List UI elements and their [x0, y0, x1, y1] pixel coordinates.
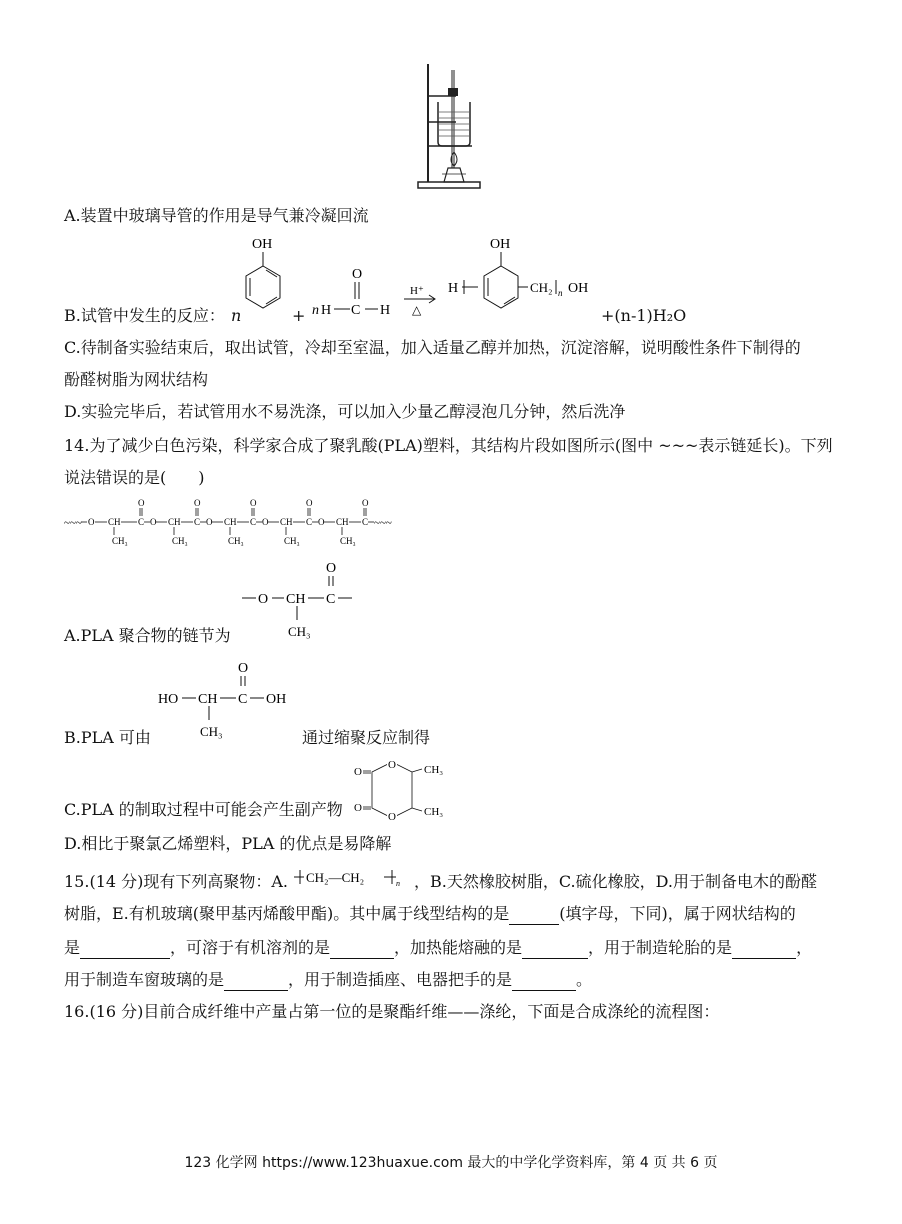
q15-line1-b: ，B.天然橡胶树脂，C.硫化橡胶，D.用于制备电木的酚醛: [414, 872, 817, 891]
phenol-oh-label: OH: [252, 237, 273, 252]
formaldehyde-h-left: H: [321, 303, 332, 318]
pla-c-3: C: [250, 517, 257, 527]
q15-line4-c: 。: [576, 970, 593, 989]
q13-option-b-prefix: B.试管中发生的反应：: [64, 306, 225, 325]
lactic-ho: HO: [158, 692, 179, 707]
formaldehyde-o: O: [352, 267, 363, 282]
pla-o-3: O: [206, 517, 213, 527]
lactic-acid-structure: [158, 656, 298, 742]
q15-line4: [64, 970, 592, 991]
answer-blank-socket[interactable]: [512, 970, 576, 991]
pla-co-1: O: [138, 498, 145, 508]
lactide-ring-o-bottom: O: [388, 811, 396, 822]
lactic-ch3: CH₃: [200, 724, 223, 739]
lactide-ch3-bottom: CH₃: [424, 806, 444, 818]
q13-option-d: D.实验完毕后，若试管用水不易洗涤，可以加入少量乙醇浸泡几分钟，然后洗净: [64, 402, 626, 421]
q14-stem-line2: 说法错误的是( ): [64, 468, 205, 487]
q13-option-c-line2: 酚醛树脂为网状结构: [64, 370, 209, 389]
q15-line2: [64, 904, 796, 925]
q15-line3-c: ，加热能熔融的是: [394, 938, 523, 957]
lactic-co: O: [238, 661, 249, 676]
pla-o-2: O: [150, 517, 157, 527]
resin-n-sub: n: [558, 288, 563, 298]
page-footer: 123 化学网 https://www.123huaxue.com 最大的中学化学资料库，第 4 页 共 6 页: [184, 1155, 718, 1171]
q13-option-c-line1: C.待制备实验结束后，取出试管，冷却至室温，加入适量乙醇并加热，沉淀溶解，说明酸性条件下制得的: [64, 338, 801, 357]
lactic-oh: OH: [266, 692, 287, 707]
q14-option-c: C.PLA 的制取过程中可能会产生副产物: [64, 800, 343, 819]
q15-line4-b: ，用于制造插座、电器把手的是: [288, 970, 513, 989]
answer-blank-meltable[interactable]: [522, 938, 588, 959]
q15-line3-e: ，: [796, 938, 813, 957]
answer-blank-linear[interactable]: [509, 904, 559, 925]
pla-ch-2: CH: [168, 517, 181, 527]
q15-line2-a: 树脂，E.有机玻璃(聚甲基丙烯酸甲酯)。其中属于线型结构的是: [64, 904, 510, 923]
polyethylene-structure: [292, 864, 416, 890]
q13-option-b-water: +(n-1)H₂O: [601, 306, 687, 325]
pla-ch3-3: CH₃: [228, 536, 244, 546]
lactide-o-bottom: O: [354, 802, 362, 814]
reaction-arrow: [402, 282, 438, 318]
lactic-c: C: [238, 692, 248, 707]
unit-ch3: CH₃: [288, 624, 311, 639]
formaldehyde-structure: [312, 262, 396, 320]
answer-blank-soluble[interactable]: [330, 938, 394, 959]
q15-line3-b: ，可溶于有机溶剂的是: [170, 938, 331, 957]
resin-oh-end: OH: [568, 281, 589, 296]
unit-co: O: [326, 561, 337, 576]
pla-ch3-1: CH₃: [112, 536, 128, 546]
q16-stem: 16.(16 分)目前合成纤维中产量占第一位的是聚酯纤维——涤纶，下面是合成涤纶的流程图：: [64, 1002, 720, 1021]
q15-line3-d: ，用于制造轮胎的是: [588, 938, 733, 957]
q13-option-a: A.装置中玻璃导管的作用是导气兼冷凝回流: [64, 206, 369, 225]
pla-o-1: O: [88, 517, 95, 527]
pla-ch3-2: CH₃: [172, 536, 188, 546]
pla-co-2: O: [194, 498, 201, 508]
q15-line3: [64, 938, 812, 959]
lactide-structure: [352, 758, 462, 822]
q14-option-d: D.相比于聚氯乙烯塑料，PLA 的优点是易降解: [64, 834, 392, 853]
catalyst-label: H⁺: [410, 285, 424, 297]
pla-ch3-4: CH₃: [284, 536, 300, 546]
pla-c-1: C: [138, 517, 145, 527]
lactide-ch3-top: CH₃: [424, 764, 444, 776]
resin-h-end: H: [448, 281, 459, 296]
pe-n-sub: n: [396, 879, 400, 888]
pla-ch-1: CH: [108, 517, 121, 527]
pla-ch3-5: CH₃: [340, 536, 356, 546]
pla-chain-structure: [64, 496, 404, 552]
answer-blank-window[interactable]: [224, 970, 288, 991]
pe-unit: CH₂—CH₂: [306, 870, 365, 885]
reflux-apparatus-figure: [412, 58, 484, 192]
pla-ch-4: CH: [280, 517, 293, 527]
lactic-ch: CH: [198, 692, 218, 707]
pla-co-5: O: [362, 498, 369, 508]
formaldehyde-c: C: [351, 303, 361, 318]
q13-option-b-plus: +: [292, 306, 306, 325]
resin-ch2: CH₂: [530, 280, 553, 295]
q14-option-b-suffix: 通过缩聚反应制得: [302, 728, 431, 747]
pla-co-3: O: [250, 498, 257, 508]
pla-c-2: C: [194, 517, 201, 527]
pla-c-5: C: [362, 517, 369, 527]
q14-option-b-prefix: B.PLA 可由: [64, 728, 151, 747]
pla-c-4: C: [306, 517, 313, 527]
unit-o: O: [258, 592, 269, 607]
q13-option-b-n: n: [231, 306, 242, 325]
lactide-o-top: O: [354, 766, 362, 778]
pla-o-5: O: [318, 517, 325, 527]
answer-blank-tire[interactable]: [732, 938, 796, 959]
pla-ch-5: CH: [336, 517, 349, 527]
pla-ch-3: CH: [224, 517, 237, 527]
q15-line4-a: 用于制造车窗玻璃的是: [64, 970, 225, 989]
q14-option-a: A.PLA 聚合物的链节为: [64, 626, 231, 645]
resin-oh: OH: [490, 237, 511, 252]
heat-label: △: [412, 303, 422, 317]
unit-c: C: [326, 592, 336, 607]
q15-line1-a: 15.(14 分)现有下列高聚物：A.: [64, 872, 289, 891]
phenolic-resin-structure: [444, 234, 598, 326]
q14-stem-line1: 14.为了减少白色污染，科学家合成了聚乳酸(PLA)塑料，其结构片段如图所示(图中 ~~~表示链延长)。下列: [64, 436, 833, 455]
lactide-ring-o-top: O: [388, 759, 396, 771]
q15-line3-a: 是: [64, 938, 81, 957]
wavy-left: ~~~: [64, 517, 82, 529]
unit-ch: CH: [286, 592, 306, 607]
pla-co-4: O: [306, 498, 313, 508]
wavy-right: ~~~: [374, 517, 392, 529]
q15-line2-b: (填字母，下同)，属于网状结构的: [559, 904, 796, 923]
formaldehyde-h-right: H: [380, 303, 391, 318]
formaldehyde-n: n: [312, 303, 319, 318]
phenol-structure: [240, 234, 290, 326]
pla-repeat-unit-structure: [240, 556, 360, 642]
answer-blank-network[interactable]: [80, 938, 170, 959]
pla-o-4: O: [262, 517, 269, 527]
